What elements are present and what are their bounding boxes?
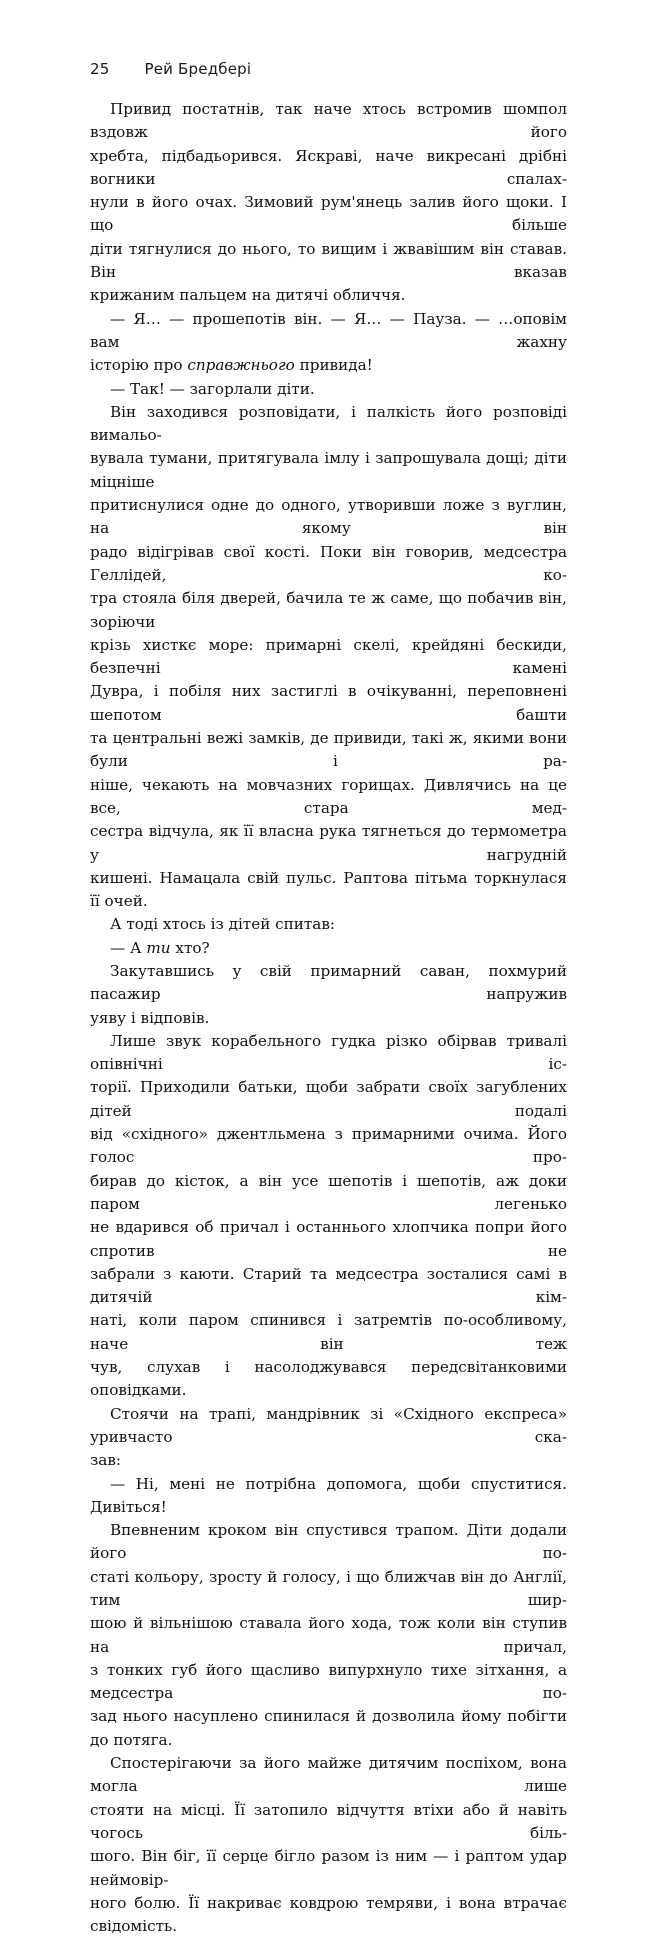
text-line: шого. Він біг, її серце бігло разом із ним — і раптом удар неймовір-: [90, 1847, 567, 1889]
text-line: — А ти хто?: [110, 938, 210, 957]
text-line: забрали з каюти. Старий та медсестра зосталися самі в дитячій кім-: [90, 1264, 567, 1307]
text-line: торії. Приходили батьки, щоби забрати своїх загублених дітей подалі: [90, 1078, 567, 1120]
paragraph: [90, 1752, 567, 1938]
paragraph: [90, 913, 567, 936]
running-header: [90, 60, 570, 78]
paragraph: [90, 98, 567, 308]
paragraph: [90, 378, 567, 401]
paragraph: [90, 1473, 567, 1520]
text-line: — Я… — прошепотів він. — Я… — Пауза. — …оповім вам жахну: [90, 309, 567, 351]
text-line: чув, слухав і насолоджувався передсвітанковими оповідками.: [90, 1358, 567, 1400]
text-line: сестра відчула, як її власна рука тягнеться до термометра у нагрудній: [90, 822, 567, 864]
text-line: ніше, чекають на мовчазних горищах. Дивлячись на це все, стара мед-: [90, 775, 567, 817]
text-line: крижаним пальцем на дитячі обличчя.: [90, 286, 406, 305]
text-line: діти тягнулися до нього, то вищим і жвавішим він ставав. Він вказав: [90, 239, 567, 282]
text-line: наті, коли паром спинився і затремтів по-особливому, наче він теж: [90, 1311, 567, 1353]
text-line: — Так! — загорлали діти.: [110, 379, 315, 398]
text-line: стояти на місці. Її затопило відчуття втіхи або й навіть чогось біль-: [90, 1800, 567, 1842]
body-text: [90, 98, 567, 1938]
text-line: — Ні, мені не потрібна допомога, щоби спуститися. Дивіться!: [90, 1474, 567, 1516]
emphasis: справжнього: [187, 356, 295, 375]
page-number: 25: [90, 60, 110, 78]
paragraph: [90, 1030, 567, 1403]
text-line: радо відігрівав свої кості. Поки він говорив, медсестра Геллідей, ко-: [90, 542, 567, 584]
text-line: Впевненим кроком він спустився трапом. Діти додали його по-: [90, 1521, 567, 1563]
text-line: А тоді хтось із дітей спитав:: [110, 915, 336, 934]
text-line: Він заходився розповідати, і палкість його розповіді вимальо-: [90, 402, 567, 445]
text-line: бирав до кісток, а він усе шепотів і шепотів, аж доки паром легенько: [90, 1171, 567, 1213]
text-line: нули в його очах. Зимовий рум'янець залив його щоки. І що більше: [90, 193, 567, 235]
text-line: Стоячи на трапі, мандрівник зі «Східного експреса» уривчасто ска-: [90, 1404, 567, 1446]
text-line: не вдарився об причал і останнього хлопчика попри його спротив не: [90, 1218, 567, 1260]
paragraph: [90, 937, 567, 960]
text-line: вувала тумани, притягувала імлу і запрошувала дощі; діти міцніше: [90, 449, 567, 491]
text-line: хребта, підбадьорився. Яскраві, наче викресані дрібні вогники спалах-: [90, 146, 567, 188]
paragraph: [90, 308, 567, 378]
text-line: Закутавшись у свій примарний саван, похмурий пасажир напружив: [90, 961, 567, 1004]
text-line: від «східного» джентльмена з примарними очима. Його голос про-: [90, 1125, 567, 1167]
paragraph: [90, 960, 567, 1030]
text-line: зав:: [90, 1451, 122, 1470]
text-line: Лише звук корабельного гудка різко обірвав тривалі опівнічні іс-: [90, 1031, 567, 1074]
text-line: зад нього насуплено спинилася й дозволила йому побігти до потяга.: [90, 1707, 567, 1749]
text-line: тра стояла біля дверей, бачила те ж саме, що побачив він, зоріючи: [90, 589, 567, 631]
paragraph: [90, 1403, 567, 1473]
text-line: з тонких губ його щасливо випурхнуло тихе зітхання, а медсестра по-: [90, 1660, 567, 1703]
paragraph: [90, 1519, 567, 1752]
text-line: шою й вільнішою ставала його хода, тож коли він ступив на причал,: [90, 1614, 567, 1656]
text-line: Дувра, і побіля них застиглі в очікуванні, переповнені шепотом башти: [90, 682, 567, 724]
text-line: кишені. Намацала свій пульс. Раптова пітьма торкнулася її очей.: [90, 868, 567, 911]
text-line: ного болю. Її накриває ковдрою темряви, і вона втрачає свідомість.: [90, 1893, 567, 1936]
author-name: Рей Бредбері: [144, 60, 252, 78]
text-line: історію про справжнього привида!: [90, 356, 373, 375]
text-line: крізь хисткє море: примарні скелі, крейдяні бескиди, безпечні камені: [90, 635, 567, 678]
paragraph: [90, 401, 567, 914]
text-line: та центральні вежі замків, де привиди, такі ж, якими вони були і ра-: [90, 729, 567, 771]
text-line: статі кольору, зросту й голосу, і що ближчав він до Англії, тим шир-: [90, 1567, 567, 1609]
emphasis: ти: [146, 938, 171, 957]
text-line: Привид постатнів, так наче хтось встромив шомпол вздовж його: [90, 100, 567, 142]
text-line: притиснулися одне до одного, утворивши ложе з вуглин, на якому він: [90, 496, 567, 538]
text-line: Спостерігаючи за його майже дитячим поспіхом, вона могла лише: [90, 1754, 567, 1796]
text-line: уяву і відповів.: [90, 1008, 210, 1027]
